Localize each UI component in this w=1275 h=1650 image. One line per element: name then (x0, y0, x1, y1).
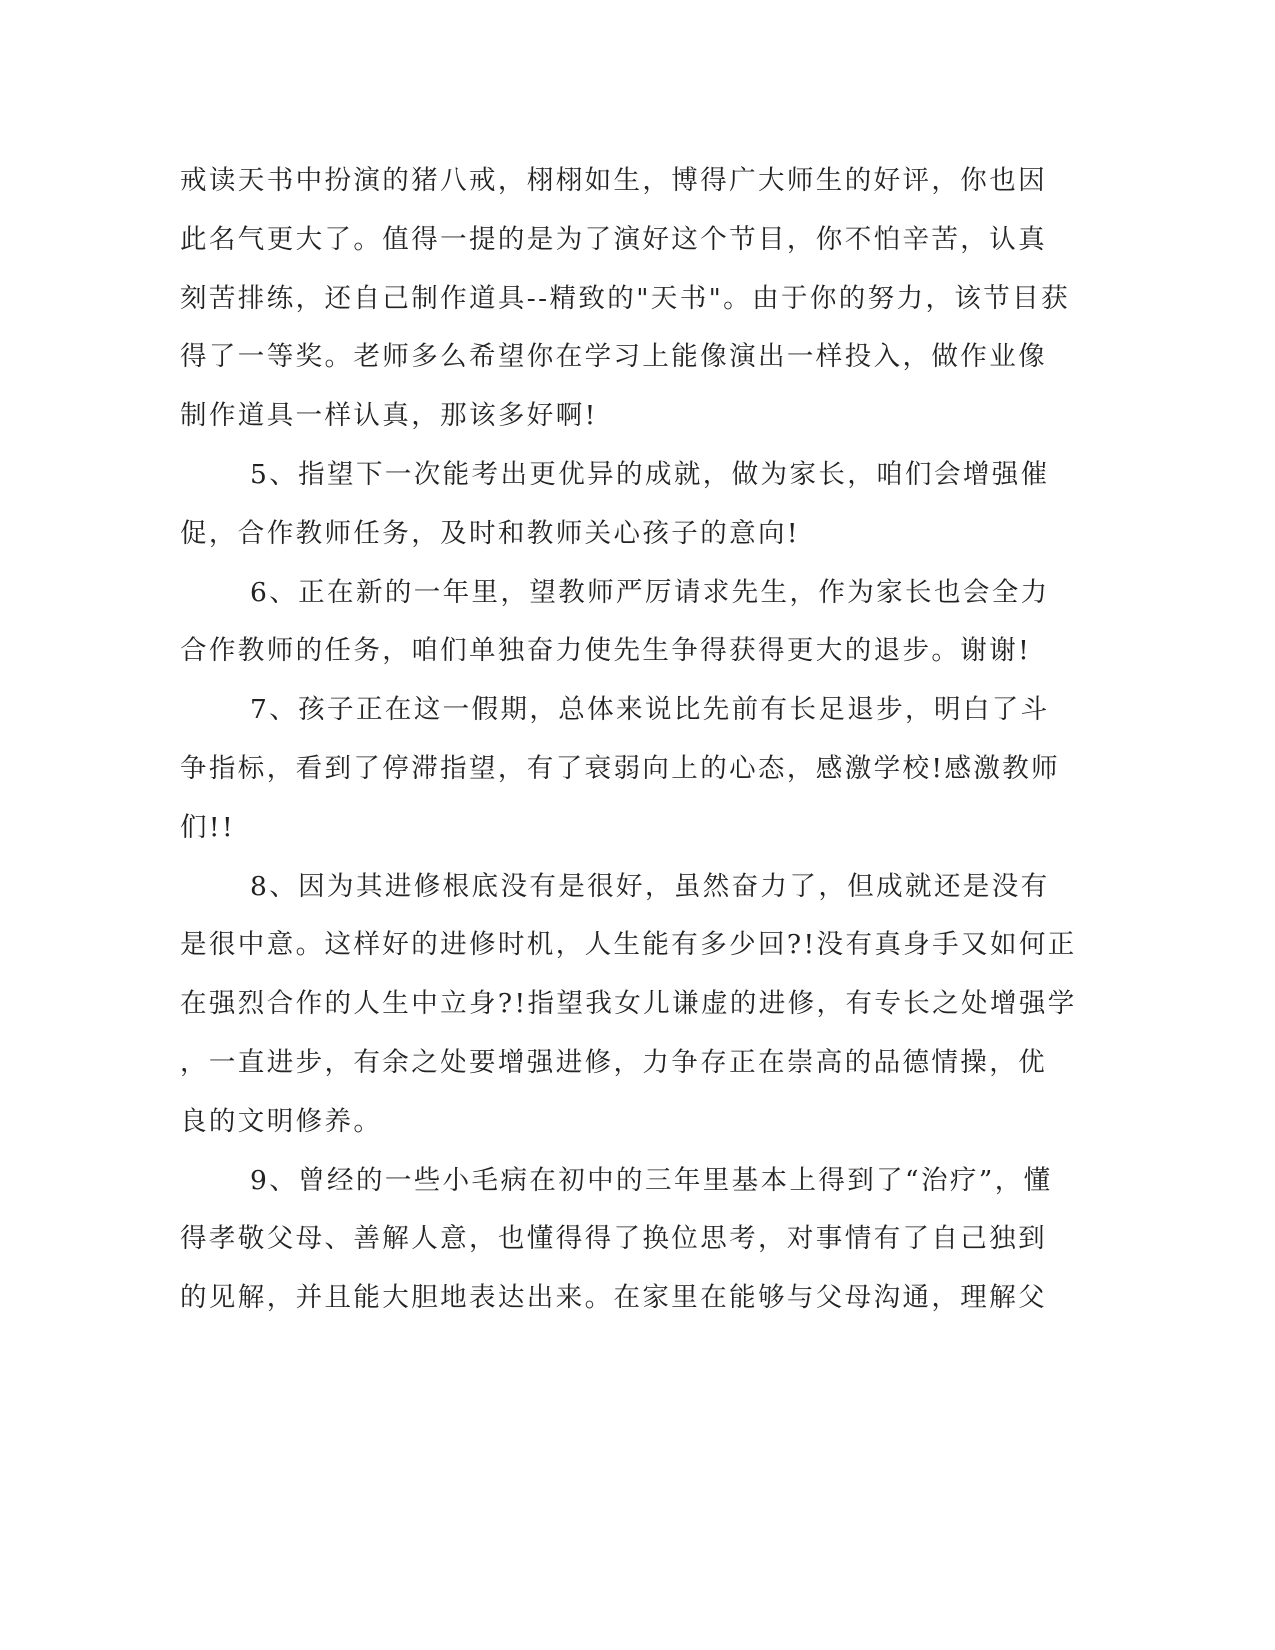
text-line: 5、指望下一次能考出更优异的成就，做为家长，咱们会增强催 (250, 458, 1050, 490)
paragraph-item-9 (180, 1152, 1053, 1328)
text-line: 刻苦排练，还自己制作道具--精致的"天书"。由于你的努力，该节目获 (180, 282, 1070, 314)
text-line: 得了一等奖。老师多么希望你在学习上能像演出一样投入，做作业像 (180, 341, 1047, 373)
text-line: 戒读天书中扮演的猪八戒，栩栩如生，博得广大师生的好评，你也因 (180, 165, 1047, 196)
text-line: ，一直进步，有余之处要增强进修，力争存正在崇高的品德情操，优 (180, 1046, 1047, 1078)
text-line: 良的文明修养。 (180, 1105, 383, 1137)
text-line: 制作道具一样认真，那该多好啊! (180, 400, 598, 432)
text-line: 们!! (180, 811, 235, 843)
paragraph-continuation (180, 152, 1070, 446)
paragraph-item-7 (180, 681, 1061, 857)
document-body (180, 152, 1077, 1328)
text-line: 争指标，看到了停滞指望，有了衰弱向上的心态，感激学校!感激教师 (180, 752, 1061, 784)
text-line: 8、因为其进修根底没有是很好，虽然奋力了，但成就还是没有 (250, 870, 1050, 902)
text-line: 7、孩子正在这一假期，总体来说比先前有长足退步，明白了斗 (250, 694, 1050, 726)
text-line: 在强烈合作的人生中立身?!指望我女儿谦虚的进修，有专长之处增强学 (180, 988, 1077, 1020)
text-line: 此名气更大了。值得一提的是为了演好这个节目，你不怕辛苦，认真 (180, 223, 1047, 255)
text-line: 得孝敬父母、善解人意，也懂得得了换位思考，对事情有了自己独到 (180, 1223, 1047, 1255)
text-line: 合作教师的任务，咱们单独奋力使先生争得获得更大的退步。谢谢! (180, 635, 1032, 667)
paragraph-item-6 (180, 564, 1050, 682)
text-line: 是很中意。这样好的进修时机，人生能有多少回?!没有真身手又如何正 (180, 929, 1077, 961)
text-line: 促，合作教师任务，及时和教师关心孩子的意向! (180, 517, 800, 549)
text-line: 6、正在新的一年里，望教师严厉请求先生，作为家长也会全力 (250, 576, 1050, 608)
text-line: 9、曾经的一些小毛病在初中的三年里基本上得到了“治疗”，懂 (250, 1164, 1053, 1196)
paragraph-item-8 (180, 858, 1077, 1152)
text-line: 的见解，并且能大胆地表达出来。在家里在能够与父母沟通，理解父 (180, 1282, 1047, 1314)
paragraph-item-5 (180, 446, 1050, 564)
